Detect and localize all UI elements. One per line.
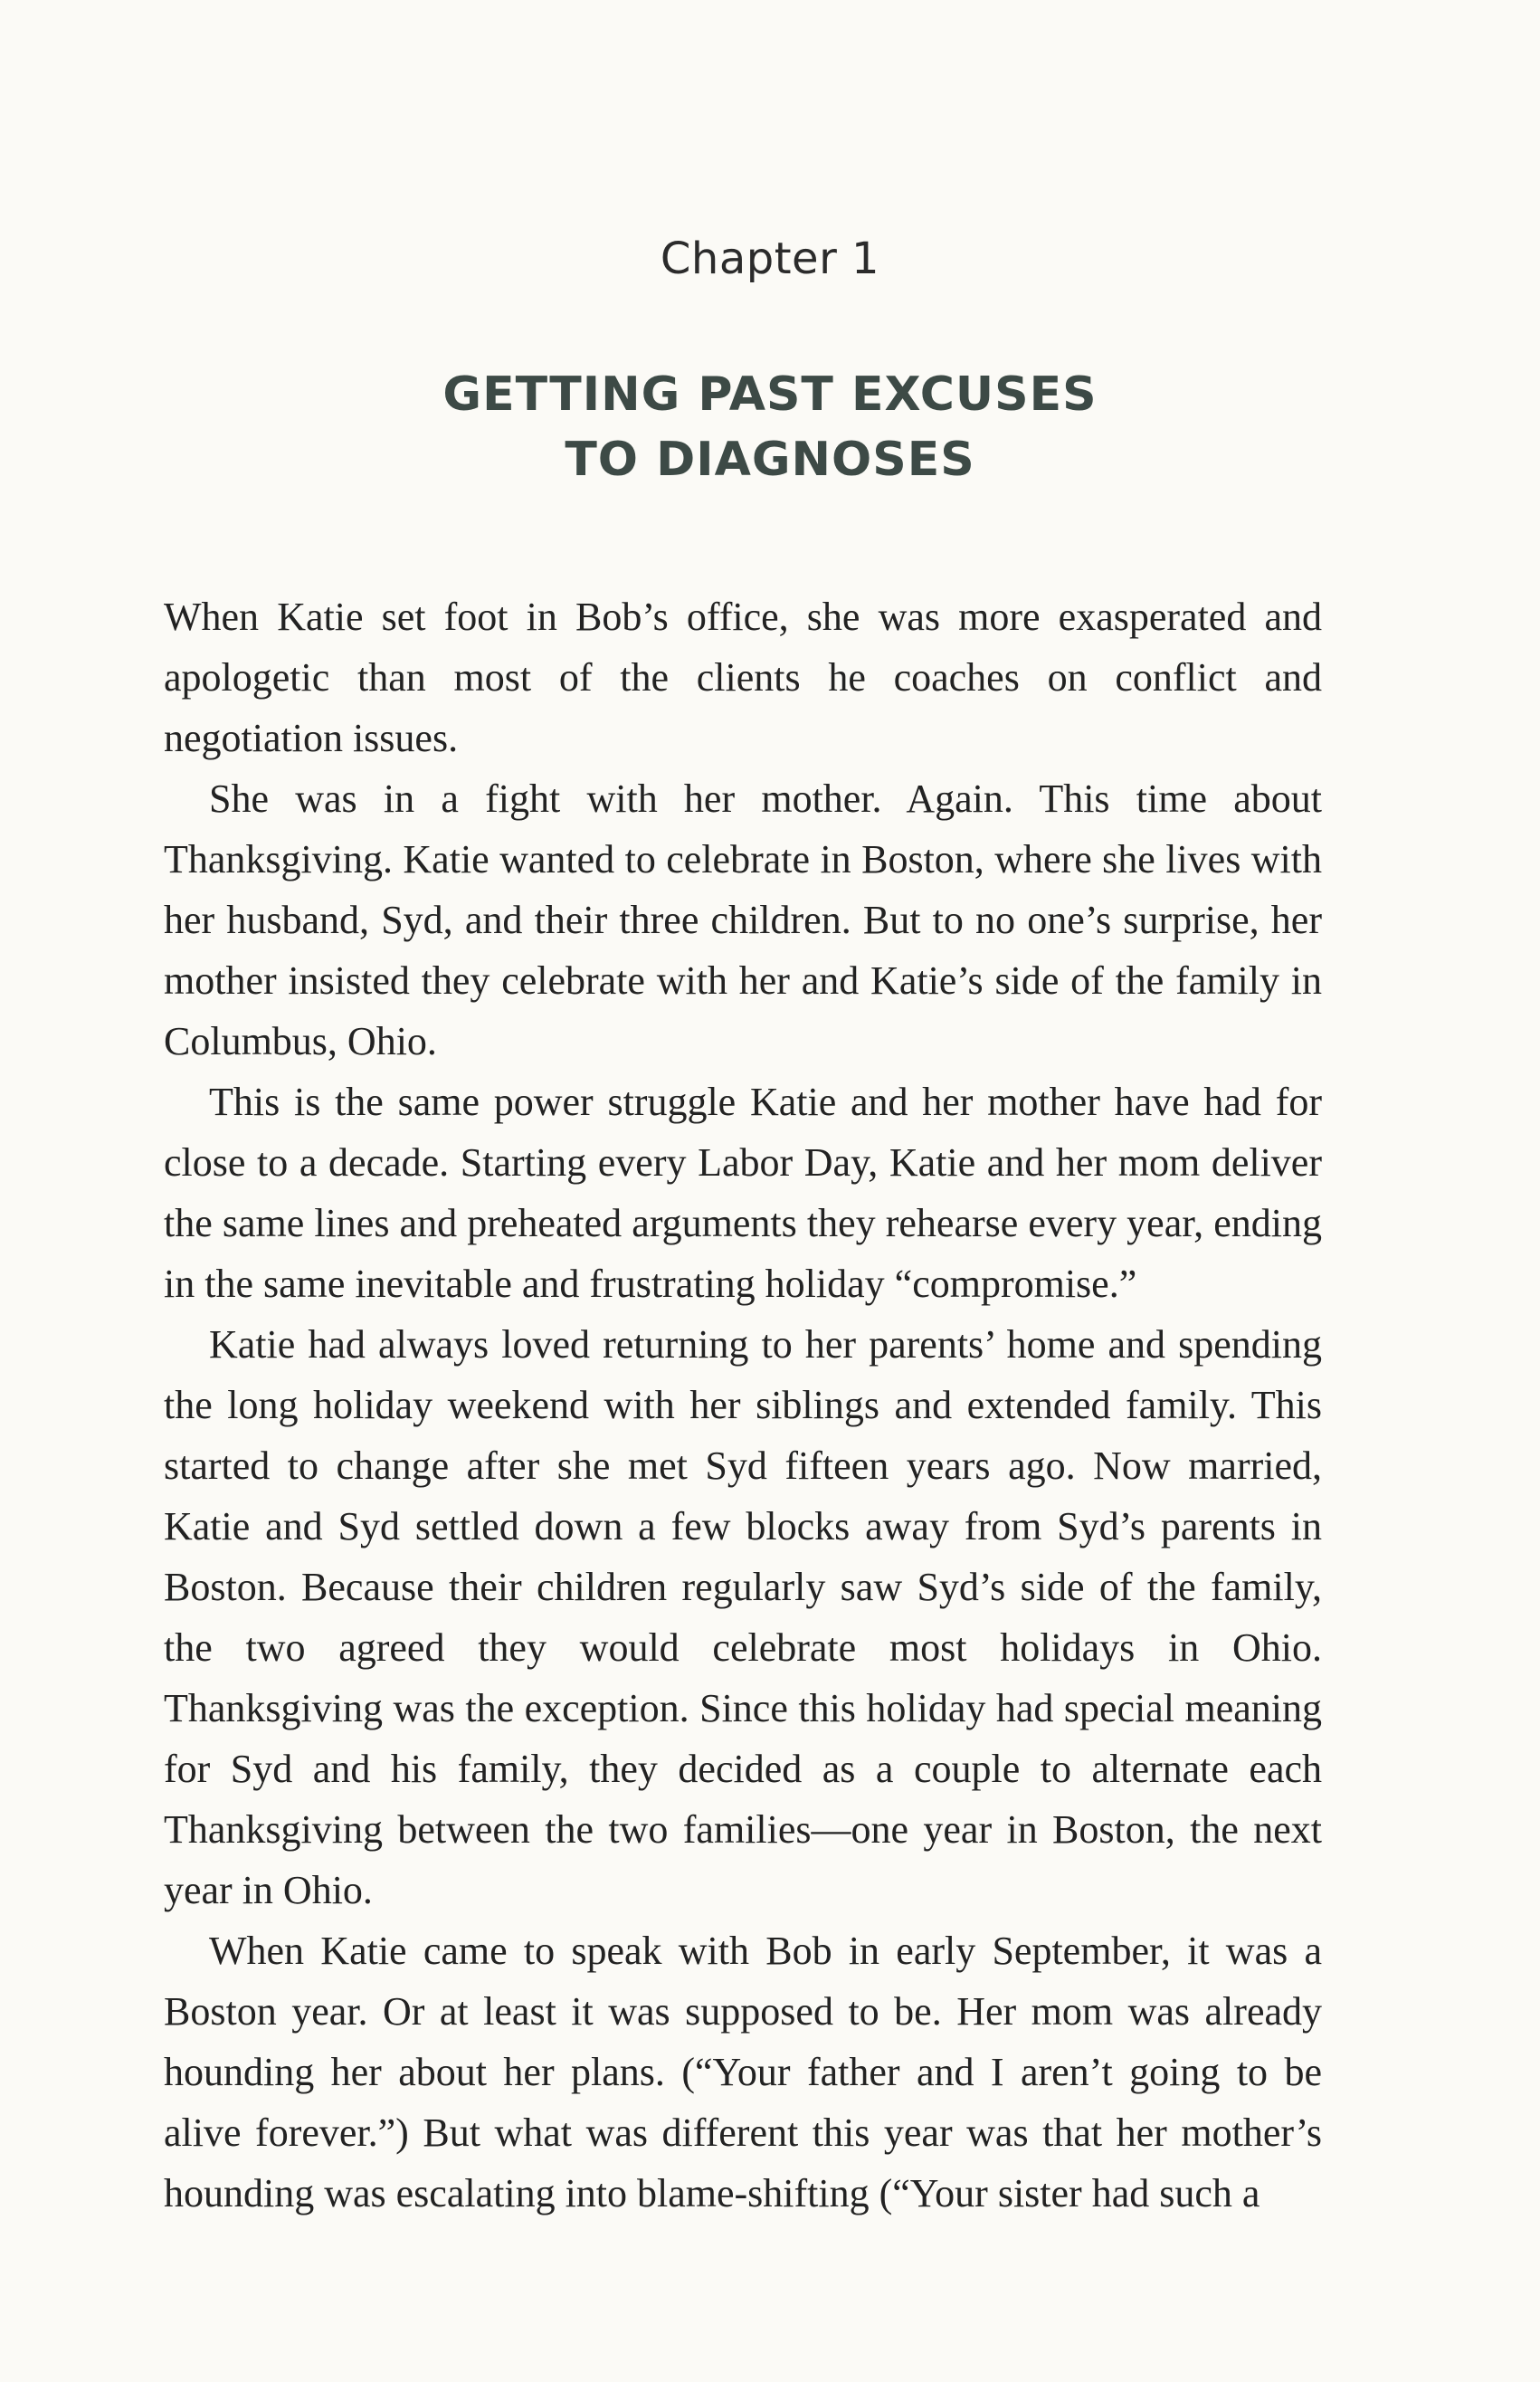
body-text bbox=[164, 586, 1322, 2224]
paragraph-2: She was in a fight with her mother. Again. This time about Thanksgiving. Katie wanted to celebrate in Boston, where she lives with her husband, Syd, and their three children. But to no one’s surprise, her mother insisted they celebrate with her and Katie’s side of the family in Columbus, Ohio. bbox=[164, 777, 1322, 1063]
chapter-title bbox=[0, 362, 1540, 492]
paragraph-4: Katie had always loved returning to her parents’ home and spending the long holiday weekend with her siblings and extended family. This started to change after she met Syd fifteen years ago. Now married, Katie and Syd settled down a few blocks away from Syd’s parents in Boston. Because their children regularly saw Syd’s side of the family, the two agreed they would celebrate most holidays in Ohio. Thanksgiving was the exception. Since this holiday had special meaning for Syd and his family, they decided as a couple to alternate each Thanksgiving between the two families—one year in Boston, the next year in Ohio. bbox=[164, 1322, 1322, 1912]
paragraph-1: When Katie set foot in Bob’s office, she was more exasperated and apologetic than most of the clients he coaches on conflict and negotiation issues. bbox=[164, 595, 1322, 760]
chapter-label: Chapter 1 bbox=[660, 233, 880, 284]
paragraph-3: This is the same power struggle Katie and her mother have had for close to a decade. Starting every Labor Day, Katie and her mom deliver the same lines and preheated arguments they rehearse every year, ending in the same inevitable and frustrating holiday “compromise.” bbox=[164, 1080, 1322, 1306]
chapter-title-line-1: GETTING PAST EXCUSES bbox=[442, 367, 1098, 422]
paragraph-5: When Katie came to speak with Bob in early September, it was a Boston year. Or at least it was supposed to be. Her mom was already hounding her about her plans. (“Your father and I aren’t going to be alive forever.”) But what was different this year was that her mother’s hounding was escalating into blame-shifting (“Your sister had such a bbox=[164, 1929, 1322, 2215]
chapter-title-line-2: TO DIAGNOSES bbox=[565, 433, 975, 487]
